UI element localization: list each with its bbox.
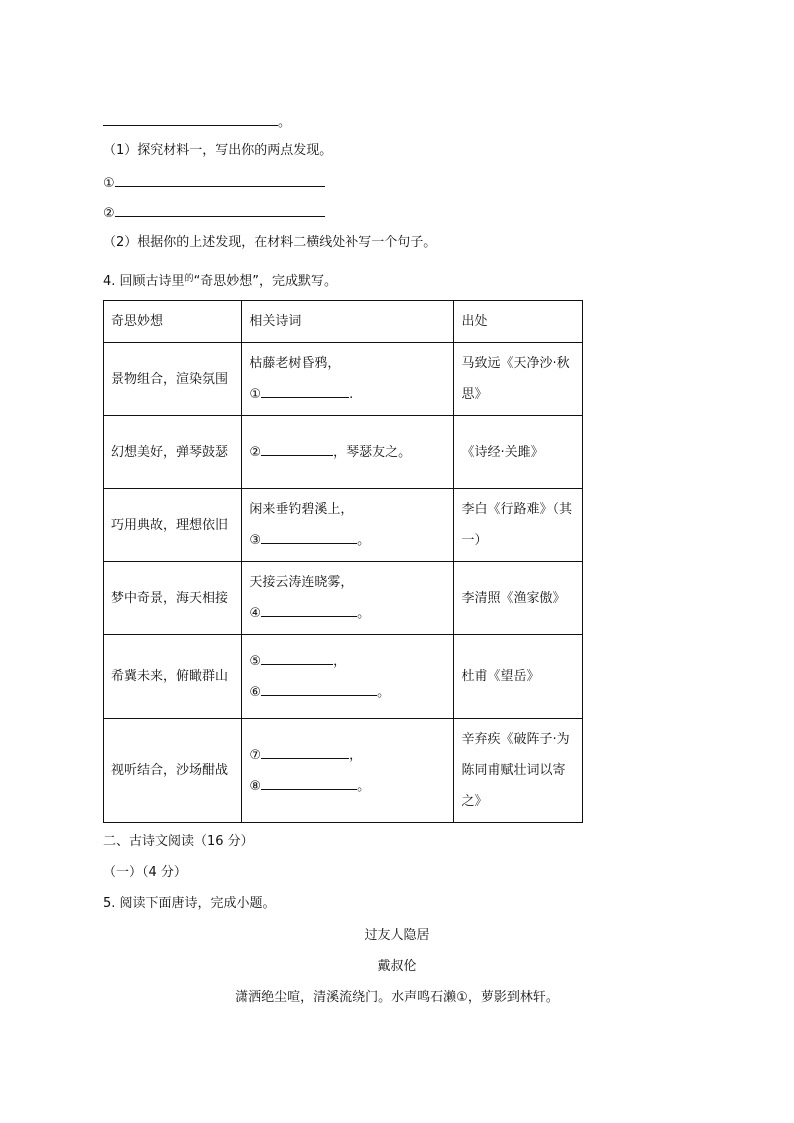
table-header-row bbox=[104, 301, 583, 343]
q5-prompt: 5. 阅读下面唐诗，完成小题。 bbox=[103, 896, 276, 911]
source-cell: 杜甫《望岳》 bbox=[454, 635, 583, 719]
q4-prompt: 4. 回顾古诗里$^的$“奇思妙想”，完成默写。 bbox=[103, 274, 338, 289]
circled-number: ⑥ bbox=[249, 684, 262, 700]
header-cell: 出处 bbox=[454, 301, 583, 343]
answer-blank[interactable] bbox=[261, 745, 349, 759]
source-cell: 马致远《天净沙·秋思》 bbox=[454, 343, 583, 416]
poem-cell: 闲来垂钓碧溪上， ③ 。 bbox=[242, 489, 454, 562]
circled-number: ⑧ bbox=[249, 778, 262, 794]
answer-blank[interactable] bbox=[261, 442, 333, 456]
circled-number: ① bbox=[249, 387, 262, 402]
answer-blank[interactable] bbox=[261, 530, 357, 544]
table-row bbox=[104, 635, 583, 719]
poem-author: 戴叔伦 bbox=[377, 959, 417, 974]
circled-number: ② bbox=[103, 206, 115, 221]
q3-sub1-text: （1）探究材料一，写出你的两点发现。 bbox=[103, 143, 333, 158]
poem-cell: 枯藤老树昏鸦， ① . bbox=[242, 343, 454, 416]
circled-number: ④ bbox=[249, 606, 262, 621]
poetry-table bbox=[103, 300, 583, 823]
idea-cell: 巧用典故，理想依旧 bbox=[104, 489, 242, 562]
header-cell: 奇思妙想 bbox=[104, 301, 242, 343]
table-row bbox=[104, 343, 583, 416]
source-cell: 辛弃疾《破阵子·为陈同甫赋壮词以寄之》 bbox=[454, 719, 583, 823]
idea-cell: 希冀未来，俯瞰群山 bbox=[104, 635, 242, 719]
source-cell: 李白《行路难》（其一） bbox=[454, 489, 583, 562]
answer-blank[interactable] bbox=[115, 203, 325, 217]
poem-cell: 天接云涛连晓雾， ④ 。 bbox=[242, 562, 454, 635]
idea-cell: 梦中奇景，海天相接 bbox=[104, 562, 242, 635]
circled-number: ③ bbox=[249, 533, 262, 548]
table-row bbox=[104, 489, 583, 562]
table-row bbox=[104, 719, 583, 823]
answer-blank[interactable] bbox=[103, 112, 278, 126]
poem-title: 过友人隐居 bbox=[364, 928, 430, 943]
answer-blank[interactable] bbox=[261, 384, 349, 398]
q3-answer-2 bbox=[103, 203, 325, 223]
part-title: （一）（4 分） bbox=[103, 865, 187, 880]
header-cell: 相关诗词 bbox=[242, 301, 454, 343]
poem-cell: ⑦ ， ⑧ 。 bbox=[242, 719, 454, 823]
answer-blank[interactable] bbox=[261, 776, 357, 790]
poem-cell: ② ，琴瑟友之。 bbox=[242, 416, 454, 489]
circled-number: ① bbox=[456, 990, 468, 1005]
table-row bbox=[104, 416, 583, 489]
answer-blank[interactable] bbox=[115, 173, 325, 187]
circled-number: ② bbox=[249, 444, 262, 460]
table-row bbox=[104, 562, 583, 635]
circled-number: ⑤ bbox=[249, 653, 262, 669]
idea-cell: 幻想美好，弹琴鼓瑟 bbox=[104, 416, 242, 489]
idea-cell: 景物组合，渲染氛围 bbox=[104, 343, 242, 416]
source-cell: 李清照《渔家傲》 bbox=[454, 562, 583, 635]
source-cell: 《诗经·关雎》 bbox=[454, 416, 583, 489]
poem-line: 潇洒绝尘喧，清溪流绕门。水声鸣石濑①，萝影到林轩。 bbox=[235, 990, 559, 1005]
q3-answer-1 bbox=[103, 173, 325, 193]
answer-blank[interactable] bbox=[261, 603, 357, 617]
poem-cell: ⑤ ， ⑥ 。 bbox=[242, 635, 454, 719]
answer-blank[interactable] bbox=[261, 682, 377, 696]
idea-cell: 视听结合，沙场酣战 bbox=[104, 719, 242, 823]
q3-sub2-text: （2）根据你的上述发现，在材料二横线处补写一个句子。 bbox=[103, 235, 437, 250]
intro-answer-line: 。 bbox=[103, 112, 291, 132]
answer-blank[interactable] bbox=[261, 651, 333, 665]
circled-number: ① bbox=[103, 176, 115, 191]
section-title: 二、古诗文阅读（16 分） bbox=[103, 834, 254, 849]
circled-number: ⑦ bbox=[249, 747, 262, 763]
